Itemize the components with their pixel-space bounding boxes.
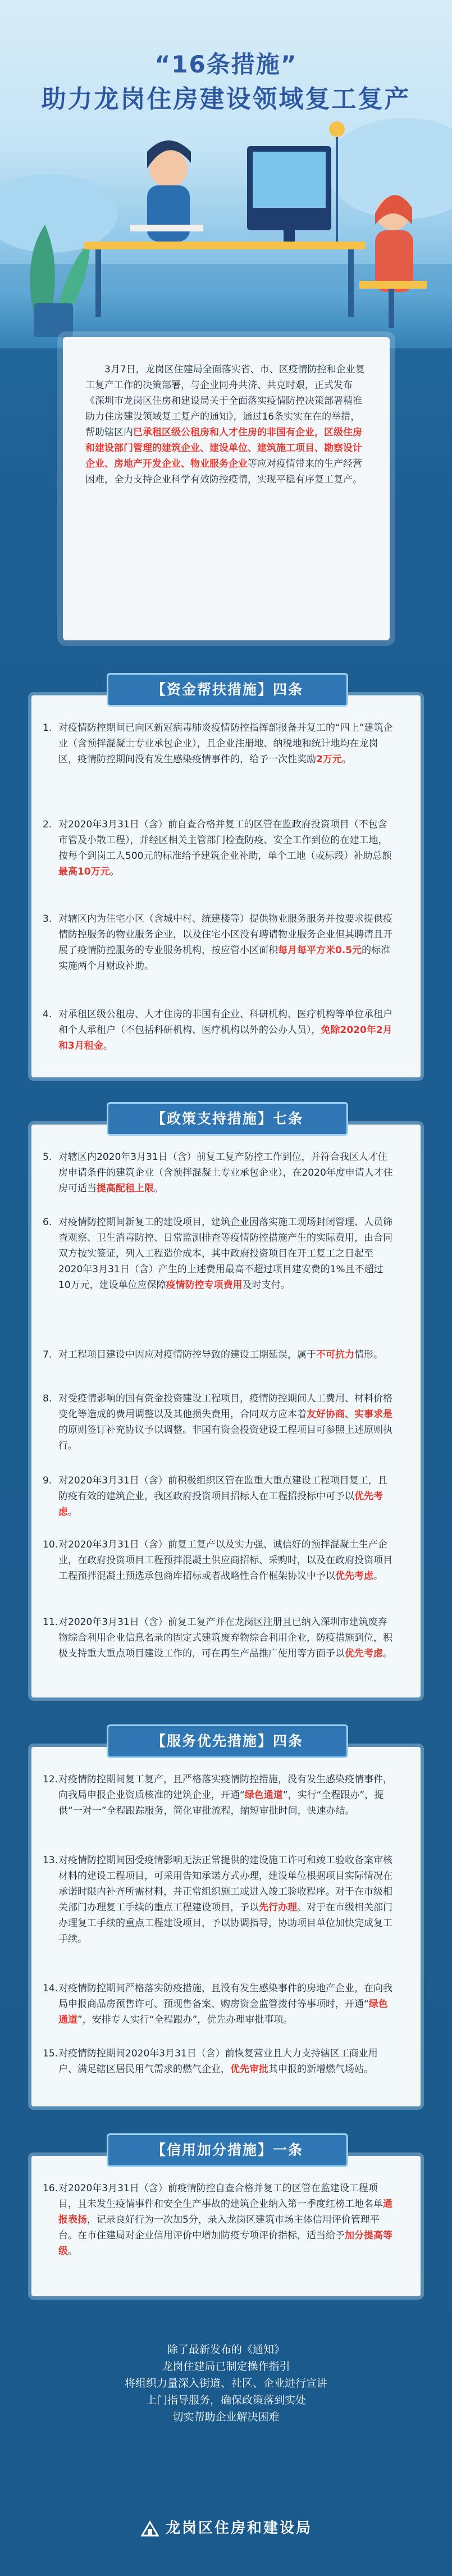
measure-text-end: 。: [109, 866, 120, 877]
measure-item-10: [43, 1537, 395, 1584]
measure-highlight: 提高配租上限: [97, 1183, 154, 1194]
measure-highlight: 友好协商、实事求是: [307, 1409, 392, 1420]
measure-text: 对受疫情影响的国有资金投资建设工程项目，疫情防控期间人工费用、材料价格变化等造成的费用调整以及其他损失费用，合同双方应本着: [58, 1393, 392, 1420]
title-line-1: “16条措施”: [154, 51, 298, 78]
intro-highlight: 已承租区级公租房和人才住房的非国有企业，区级住房和建设部门管理的建筑企业、建设单位、建筑施工项目、勘察设计企业、房地产开发企业、物业服务企业: [85, 427, 362, 470]
measure-item-2: [43, 817, 395, 880]
measure-text: 对辖区内为住宅小区（含城中村、统建楼等）提供物业服务服务并按要求提供疫情防控服务的物业服务企业，以及住宅小区没有聘请物业服务企业但其聘请且开展了疫情防控服务的专业服务机构，按应管小区面积: [58, 913, 392, 956]
measure-highlight: 加分提高等级: [58, 2230, 392, 2257]
measure-number: 6.: [43, 1217, 52, 1228]
measure-text-end: 。: [373, 1571, 383, 1582]
measure-number: 7.: [43, 1349, 52, 1360]
measure-text-end: 情形。: [354, 1349, 383, 1360]
intro-paragraph: [85, 362, 367, 488]
measure-highlight: 优先考虑: [345, 1648, 383, 1659]
closing-line: 龙岗住建局已制定操作指引: [162, 2360, 290, 2373]
measure-highlight: 2万元: [316, 754, 342, 765]
closing-line: 上门指导服务，确保政策落到实处: [145, 2394, 306, 2406]
measure-number: 2.: [43, 819, 52, 830]
measure-highlight: 优先考虑: [335, 1571, 373, 1582]
footer-org-name: 龙岗区住房和建设局: [165, 2520, 312, 2537]
measure-text-end: 及时支付。: [242, 1280, 290, 1291]
measure-item-1: [43, 720, 395, 767]
measure-text: 对2020年3月31日（含）前疫情防控自查合格并复工的区管在监建设工程项目，且未发生疫情事件和安全生产事故的建筑企业纳入第一季度红榜工地名单: [58, 2183, 383, 2210]
measure-number: 11.: [43, 1617, 58, 1628]
measure-highlight: 通报表扬: [58, 2199, 392, 2225]
measure-item-11: [43, 1614, 395, 1662]
bureau-logo-icon: [140, 2519, 160, 2539]
measure-item-15: [43, 2046, 395, 2077]
measure-item-16: [43, 2181, 395, 2259]
measure-number: 5.: [43, 1152, 52, 1163]
section-policy: [31, 1110, 421, 1697]
measure-number: 3.: [43, 913, 52, 925]
intro-text-b: 等应对疫情带来的生产经营困难，全力支持企业科学有效防控疫情，实现平稳有序复工复产。: [85, 458, 362, 485]
measure-number: 9.: [43, 1475, 52, 1486]
measure-number: 1.: [43, 722, 52, 734]
section-title-policy: 【政策支持措施】七条: [107, 1102, 348, 1136]
measure-text: 对辖区内2020年3月31日（含）前复工复产防控工作到位，并符合我区人才住房申请条件的建筑企业（含预拌混凝土专业承包企业），在2020年度申请人才住房可适当: [58, 1152, 393, 1194]
measure-highlight: 每月每平方米0.5元: [278, 945, 362, 956]
measure-text: 对承租区级公租房、人才住房的非国有企业、科研机构、医疗机构等单位承租户和个人承租户（不包括科研机构、医疗机构以外的公办人员），: [58, 1009, 392, 1036]
measure-text: 对2020年3月31日（含）前自查合格并复工的区管在监政府投资项目（不包含市管及小散工程），并经区相关主管部门检查防疫、安全工作到位的在建工地，按每个到岗工人500元的标准给予建筑企业补助，单个工地（或标段）补助总额: [58, 819, 392, 862]
measure-text: 对疫情防控期间已向区新冠病毒肺炎疫情防控指挥部报备并复工的“四上”建筑企业（含预拌混凝土专业承包企业），且企业注册地、纳税地和统计地均在龙岗区，疫情防控期间没有发生感染疫情事件的，给予一次性奖励: [58, 722, 393, 765]
measure-text-end: 。: [103, 1040, 113, 1052]
measure-text-end: 。: [154, 1183, 163, 1194]
measure-item-6: [43, 1214, 395, 1293]
title-line-2: 助力龙岗住房建设领域复工复产: [41, 85, 411, 113]
measure-item-14: [43, 1981, 395, 2028]
measure-text-end: 。: [341, 754, 351, 765]
measure-item-9: [43, 1473, 395, 1520]
measure-highlight: 先行办理: [259, 1902, 297, 1913]
measure-item-5: [43, 1149, 395, 1196]
measure-text-end: 的原则签订补充协议予以调整。非国有资金投资建设工程项目可参照上述原则执行。: [58, 1424, 392, 1451]
measure-text: 对疫情防控期间严格落实防疫措施，且没有发生感染事件的房地产企业，在向我局申报商品房预售许可、预现售备案、购房资金监管拨付等事项时，开通“: [58, 1983, 392, 2010]
measure-text-end: 。: [383, 1648, 392, 1659]
measure-item-4: [43, 1007, 395, 1054]
measure-text: 对工程项目建设中因应对疫情防控导致的建设工期延误，属于: [58, 1349, 316, 1360]
header-banner: [0, 0, 452, 348]
measure-highlight: 疫情防控专项费用: [166, 1280, 243, 1291]
measure-text-end: 其申报的新增燃气场站。: [268, 2064, 373, 2075]
measure-item-7: [43, 1347, 395, 1363]
measure-highlight: 绿色通道: [244, 1790, 283, 1801]
measure-number: 12.: [43, 1774, 58, 1785]
measure-text: 对2020年3月31日（含）前复工复产以及实力强、诚信好的预拌混凝土生产企业，在政府投资项目工程预拌混凝土供应商招标、采购时，以及在政府投资项目工程预拌混凝土预选承包商库招标或者战略性合作框架协议中予以: [58, 1539, 392, 1582]
closing-line: 切实帮助企业解决困难: [172, 2411, 280, 2423]
measure-number: 16.: [43, 2183, 58, 2194]
measure-text-end: 。对于在市级相关部门办理复工手续的重点工程建设项目，予以协调指导，协助项目单位加快完成复工手续。: [58, 1902, 392, 1945]
measure-number: 13.: [43, 1855, 58, 1866]
measure-text: ，记录良好行为一次加5分，录入龙岗区建筑市场主体信用评价管理平台。在市住建局对企业信用评价中增加防疫专项评价指标，适当给予: [58, 2214, 380, 2241]
measure-text-end: 。: [68, 2246, 77, 2257]
measure-item-13: [43, 1853, 395, 1947]
section-fund: [31, 681, 421, 1077]
measure-item-3: [43, 911, 395, 974]
closing-line: 除了最新发布的《通知》: [167, 2343, 285, 2356]
measure-number: 4.: [43, 1009, 52, 1020]
measure-number: 15.: [43, 2048, 58, 2059]
intro-card: [63, 337, 390, 640]
measure-text: 对2020年3月31日（含）前复工复产并在龙岗区注册且已纳入深圳市建筑废弃物综合利用企业信息名录的固定式建筑废弃物综合利用企业，防疫措施到位，积极支持重大重点项目建设工作的，可在再生产品推广使用等方面予以: [58, 1617, 392, 1659]
measure-highlight: 优先审批: [230, 2064, 268, 2075]
closing-line: 将组织力量深入街道、社区、企业进行宣讲: [124, 2377, 327, 2390]
intro-text-a: 3月7日，龙岗区住建局全面落实省、市、区疫情防控和企业复工复产工作的决策部署，与企业同舟共济、共克时艰，正式发布《深圳市龙岗区住房和建设局关于全面落实疫情防控决策部署精准助力住房建设领域复工复产的通知》，通过16条实实在在的举措，帮助辖区内: [85, 364, 365, 438]
measure-text: 对2020年3月31日（含）前积极组织区管在监重大重点建设工程项目复工，且防疫有效的建筑企业，我区政府投资项目招标人在工程招投标中可予以: [58, 1475, 387, 1502]
measure-highlight: 优先考虑: [58, 1491, 383, 1518]
measure-text-end: 的标准实施两个月财政补助。: [58, 945, 391, 972]
measure-highlight: 最高10万元: [58, 866, 110, 877]
measure-highlight: 免除2020年2月和3月租金: [58, 1025, 392, 1052]
measure-text: 对疫情防控期间因受疫情影响无法正常提供的建设施工许可和竣工验收备案审核材料的建设工程项目，可采用告知承诺方式办理，建设单位根据项目实际情况在承诺时限内补齐所需材料，并正常组织施工或进入竣工验收程序。对于在市级相关部门办理复工手续的重点工程建设项目，予以: [58, 1855, 392, 1913]
measure-text-end: 。: [68, 1507, 77, 1518]
section-service: [31, 1733, 421, 2106]
measure-number: 14.: [43, 1983, 58, 1994]
measure-number: 8.: [43, 1393, 52, 1404]
section-credit: [31, 2142, 421, 2296]
footer: [0, 2516, 452, 2539]
section-title-service: 【服务优先措施】四条: [107, 1724, 348, 1758]
section-title-fund: 【资金帮扶措施】四条: [107, 673, 348, 707]
measure-item-8: [43, 1391, 395, 1454]
measure-item-12: [43, 1772, 395, 1819]
measure-text: 对疫情防控期间新复工的建设项目，建筑企业因落实施工现场封闭管理、人员筛查观察、卫生消毒防控、日常监测排查等疫情防控措施产生的实际费用，由合同双方按实签证，列入工程造价成本，其中政府投资项目在开工复工之日起至2020年3月31日（含）产生的上述费用最高不超过项目建安费的1%且不超过10万元，建设单位应保障: [58, 1217, 392, 1291]
measure-highlight: 绿色通道: [58, 1999, 388, 2026]
measure-text-end: ”，实行“全程跟办”，提供“一对一”全程跟踪服务，简化审批流程，缩短审批时间，快速办结。: [58, 1790, 384, 1817]
measure-highlight: 不可抗力: [316, 1349, 354, 1360]
measure-text: 对疫情防控期间2020年3月31日（含）前恢复营业且大力支持辖区工商业用户、满足辖区居民用气需求的燃气企业，: [58, 2048, 378, 2075]
measure-number: 10.: [43, 1539, 58, 1550]
section-title-credit: 【信用加分措施】一条: [107, 2133, 348, 2167]
closing-text: [0, 2341, 452, 2425]
measure-text: 对疫情防控期间复工复产，且严格落实疫情防控措施，没有发生感染疫情事件，向我局申报企业资质核准的建筑企业，开通“: [58, 1774, 392, 1801]
measure-text-end: ”，安排专人实行“全程跟办”，优先办理审批事项。: [77, 2014, 293, 2026]
